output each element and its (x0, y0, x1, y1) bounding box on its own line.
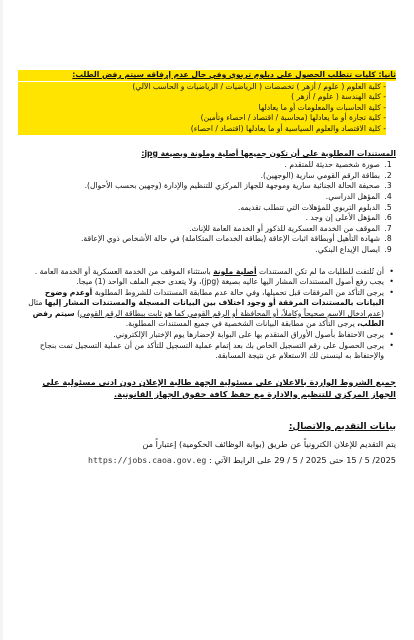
note-bold: سيتم رفض الطلب، (32, 308, 384, 329)
list-item: 6. المؤهل الأعلى إن وجد . (18, 213, 382, 224)
documents-title (18, 149, 396, 160)
list-item: - كلية الحاسبات والمعلومات أو ما يعادلها (18, 103, 386, 114)
list-item: 5. الدبلوم التربوي للمؤهلات التي تتطلب تقديمه. (18, 203, 382, 214)
liability-notice (18, 376, 396, 400)
apply-dates (18, 452, 396, 468)
note-item (18, 267, 396, 278)
note-text: ) (74, 308, 81, 318)
faculties-title: ثانيا: كليات تتطلب الحصول على دبلوم تربوي وفي حال عدم إرفاقه سيتم رفض الطلب: (18, 70, 396, 81)
note-text: أن تُلتفت للطلبات ما لم تكن المستندات (256, 266, 384, 276)
liability-line: جميع الشروط الواردة بالاعلان على مسئولية الجهة طالبة الإعلان دون ادنى مسئولية على (42, 376, 396, 387)
note-text: مثال ( (28, 298, 384, 318)
date-from: 15 / 5 /2025 (346, 454, 396, 465)
documents-title-text: المستندات المطلوبة على أن تكون جميعها أصلية وملونة وبصيغة (157, 148, 396, 158)
note-underline: عدم ادخال الاسم صحيحاً وكاملاً، أو المحافظة أو الرقم القومي كما هو ثابت ببطاقة الرقم القومي (80, 308, 382, 318)
list-item: - كلية الاقتصاد والعلوم السياسية أو ما يعادلها (اقتصاد / احصاء) (18, 124, 386, 135)
list-item: - كلية العلوم ( علوم / أزهر ) تخصصات ( الرياضيات / الرياضيات و الحاسب الآلي) (18, 82, 386, 93)
list-item: 1. صورة شخصية حديثة للمتقدم . (18, 160, 382, 171)
page-edge (0, 0, 3, 640)
faculties-list (18, 82, 396, 135)
liability-line: الجهاز المركزي للتنظيم والادارة مع حفظ كافة حقوق الجهاز القانونية. (114, 388, 396, 399)
list-item: - كلية الهندسة ( علوم / أزهر ) (18, 92, 386, 103)
list-item: - كلية تجارة أو ما يعادلها (محاسبة / اقتصاد / احصاء وتأمين) (18, 113, 386, 124)
link-label: على الرابط الآتي : (208, 454, 272, 465)
list-item: 2. بطاقة الرقم القومي سارية (الوجهين). (18, 171, 382, 182)
note-bold: أوعدم وضوح البيانات بالمستندات المرفقة أو وجود اختلاف بين البيانات المسجلة والمستندات المشار إليها (44, 287, 384, 308)
documents-list (18, 160, 396, 255)
date-to: 29 / 5 / 2025 (274, 454, 327, 465)
faculties-section (18, 70, 396, 135)
list-item: 7. الموقف من الخدمة العسكرية للذكور أو الخدمة العامة للإناث. (18, 224, 382, 235)
note-text: يرجى التأكد من مطابقة البيانات الشخصية في جميع المستندات المطلوبة. (125, 319, 358, 329)
list-item: 9. ايصال الإيداع البنكي. (18, 245, 382, 256)
until-word: حتى (329, 454, 344, 465)
note-text: يرجى التأكد من المرفقات قبل تحميلها، وفي حالة عدم مطابقة المستندات للشروط المطلوبة (92, 287, 384, 297)
list-item: 8. شهادة التأهيل أوبطاقة اثبات الإعاقة (بطاقة الخدمات المتكاملة) في حالة الأشخاص ذوي الإعاقة. (18, 234, 382, 245)
apply-section (18, 422, 396, 468)
documents-title-ext: jpg (144, 148, 158, 158)
apply-text: يتم التقديم للإعلان الكترونياً عن طريق (بوابة الوظائف الحكومية) إعتباراً من (142, 438, 396, 449)
notes-section (18, 267, 396, 362)
jobs-portal-link[interactable]: https://jobs.caoa.gov.eg (88, 454, 207, 465)
list-item: 4. المؤهل الدراسي. (18, 192, 382, 203)
note-text: باستثناء الموقف من الخدمة العسكرية أو الخدمة العامة . (34, 266, 214, 276)
list-item: 3. صحيفة الحالة الجنائية سارية وموجهة للجهاز المركزي للتنظيم والإدارة (وجهين بحسب الأحوال). (18, 181, 382, 192)
note-item (18, 288, 396, 330)
note-item: • يرجى الحصول على رقم التسجيل الخاص بك بعد إتمام عملية التسجيل للتأكد من أن عملية التسجيل تمت بنجاح والإحتفاظ به لينسنى لك الاستعلام عن نتيجة المسابقة. (18, 341, 396, 362)
apply-title: بيانات التقديم والاتصال: (288, 421, 396, 432)
documents-title-colon: : (141, 148, 145, 158)
documents-section (18, 149, 396, 256)
note-bold: أصلية ملونة (213, 266, 257, 276)
note-item: • يجب رفع أصول المستندات المشار اليها عاليه بصيغة (jpg)، ولا يتعدى حجم الملف الواحد (1) ميجا. (18, 277, 396, 288)
note-item: • يرجى الاحتفاظ بأصول الأوراق المتقدم بها على البوابة لإحضارها يوم الإختبار الإلكتروني. (18, 330, 396, 341)
